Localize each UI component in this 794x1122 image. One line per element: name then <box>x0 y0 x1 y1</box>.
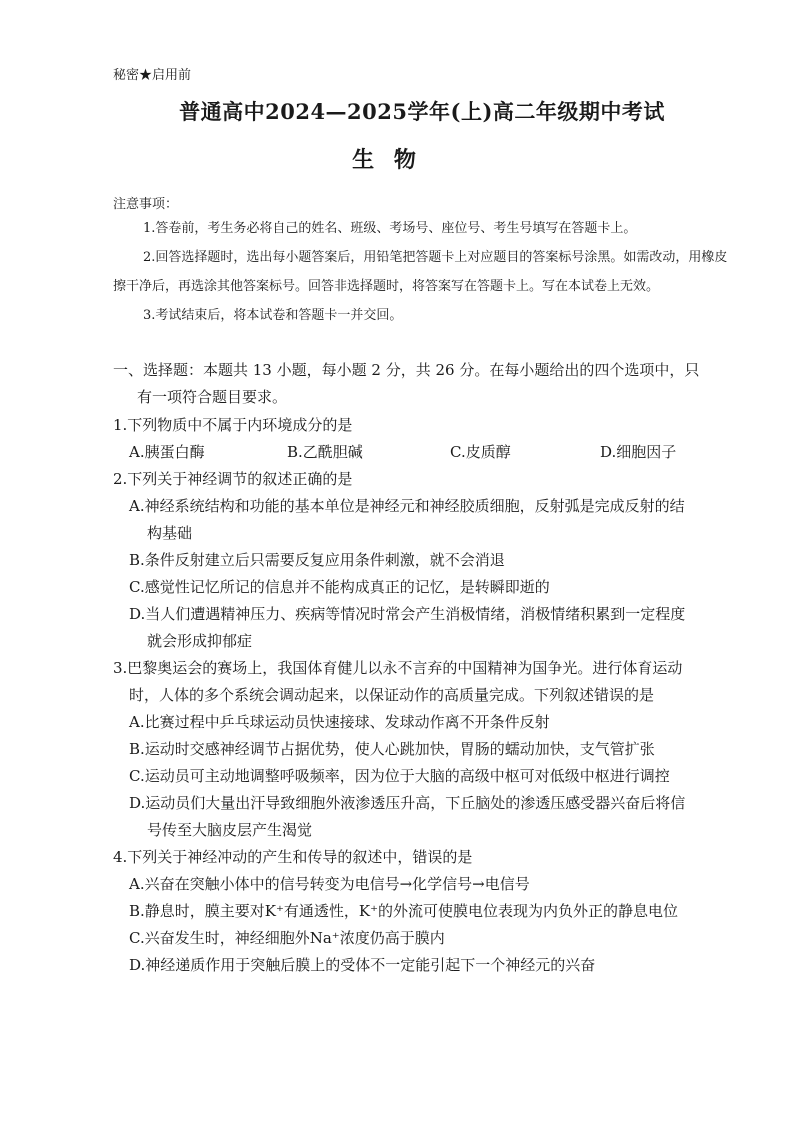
q3-option-d-line-1: D.运动员们大量出汗导致细胞外液渗透压升高，下丘脑处的渗透压感受器兴奋后将信 <box>129 794 686 812</box>
confidential-mark: 秘密★启用前 <box>113 68 192 83</box>
q1-option-d: D.细胞因子 <box>600 443 677 461</box>
q3-option-b: B.运动时交感神经调节占据优势，使人心跳加快，胃肠的蠕动加快，支气管扩张 <box>129 740 655 758</box>
exam-subject: 生 物 <box>352 147 422 173</box>
q2-option-a-line-2: 构基础 <box>147 524 193 542</box>
section-line-1: 一、选择题：本题共 13 小题，每小题 2 分，共 26 分。在每小题给出的四个选项中，只 <box>113 361 700 379</box>
q4-option-b: B.静息时，膜主要对K⁺有通透性，K⁺的外流可使膜电位表现为内负外正的静息电位 <box>129 902 679 920</box>
notice-heading: 注意事项： <box>113 197 179 212</box>
q4-option-d: D.神经递质作用于突触后膜上的受体不一定能引起下一个神经元的兴奋 <box>129 956 596 974</box>
q3-option-d <box>113 790 731 844</box>
q2-option-a-line-1: A.神经系统结构和功能的基本单位是神经元和神经胶质细胞，反射弧是完成反射的结 <box>129 497 685 515</box>
q4-option-a: A.兴奋在突触小体中的信号转变为电信号→化学信号→电信号 <box>129 875 530 893</box>
q3-stem <box>113 655 731 709</box>
q2-option-c: C.感觉性记忆所记的信息并不能构成真正的记忆，是转瞬即逝的 <box>129 578 550 596</box>
q3-stem-line-1: 3.巴黎奥运会的赛场上，我国体育健儿以永不言弃的中国精神为国争光。进行体育运动 <box>113 659 683 677</box>
q1-option-b: B.乙酰胆碱 <box>287 443 363 461</box>
q1-option-c: C.皮质醇 <box>450 443 511 461</box>
notice-item-1: 1.答卷前，考生务必将自己的姓名、班级、考场号、座位号、考生号填写在答题卡上。 <box>143 221 637 236</box>
q3-option-c: C.运动员可主动地调整呼吸频率，因为位于大脑的高级中枢可对低级中枢进行调控 <box>129 767 670 785</box>
q2-option-d <box>113 601 731 655</box>
q2-option-d-line-1: D.当人们遭遇精神压力、疾病等情况时常会产生消极情绪，消极情绪积累到一定程度 <box>129 605 686 623</box>
section-heading <box>113 357 728 411</box>
q3-stem-line-2: 时，人体的多个系统会调动起来，以保证动作的高质量完成。下列叙述错误的是 <box>129 686 655 704</box>
notice-item-2: 2.回答选择题时，选出每小题答案后，用铅笔把答题卡上对应题目的答案标号涂黑。如需改动，用橡皮擦干净后，再选涂其他答案标号。回答非选择题时，将答案写在答题卡上。写在本试卷上无效。 <box>113 250 728 294</box>
q2-option-b: B.条件反射建立后只需要反复应用条件刺激，就不会消退 <box>129 551 505 569</box>
question-list <box>113 412 731 979</box>
q2-option-d-line-2: 就会形成抑郁症 <box>147 632 253 650</box>
q3-option-a: A.比赛过程中乒乓球运动员快速接球、发球动作离不开条件反射 <box>129 713 550 731</box>
notice-item-3: 3.考试结束后，将本试卷和答题卡一并交回。 <box>143 308 403 323</box>
q2-stem: 2.下列关于神经调节的叙述正确的是 <box>113 470 353 488</box>
section-line-2: 有一项符合题目要求。 <box>137 388 288 406</box>
notice-list <box>113 214 728 330</box>
q2-option-a <box>113 493 731 547</box>
q1-options <box>113 439 731 466</box>
q4-option-c: C.兴奋发生时，神经细胞外Na⁺浓度仍高于膜内 <box>129 929 445 947</box>
q1-option-a: A.胰蛋白酶 <box>129 443 205 461</box>
q3-option-d-line-2: 号传至大脑皮层产生渴觉 <box>147 821 313 839</box>
q4-stem: 4.下列关于神经冲动的产生和传导的叙述中，错误的是 <box>113 848 473 866</box>
q1-stem: 1.下列物质中不属于内环境成分的是 <box>113 416 353 434</box>
exam-title: 普通高中2024—2025学年(上)高二年级期中考试 <box>179 99 665 124</box>
